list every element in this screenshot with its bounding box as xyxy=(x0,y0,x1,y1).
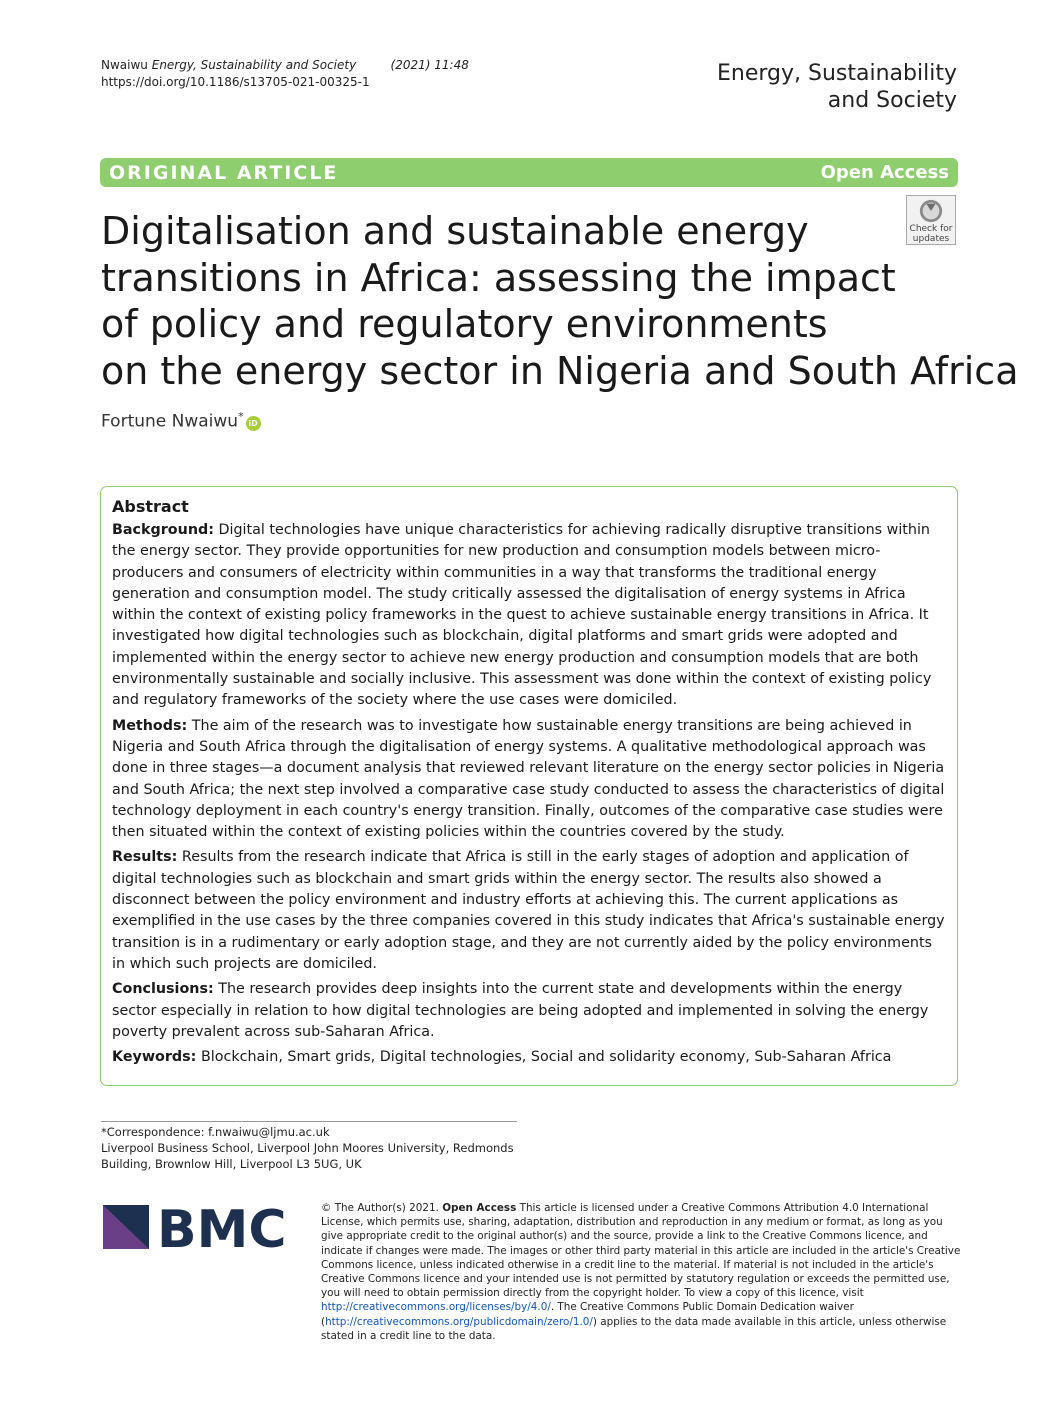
license-open-access: Open Access xyxy=(442,1202,517,1214)
title-line-4: on the energy sector in Nigeria and South Africa xyxy=(101,348,1019,393)
license-text-3: ) applies to the data made available in this article, unless otherwise stated in a credit line to the data. xyxy=(321,1315,947,1342)
title-line-3: of policy and regulatory environments xyxy=(101,302,828,346)
check-updates-line1: Check for xyxy=(909,224,953,234)
bmc-logo-graphic xyxy=(103,1203,295,1251)
article-title xyxy=(101,208,1019,394)
footnote-separator xyxy=(101,1121,517,1122)
background-text: Digital technologies have unique characteristics for achieving radically disruptive transitions within the energy sector. They provide opportunities for new production and consumption models between micro-producers and consumers of electricity within communities in a way that transforms the traditional energy generation and consumption model. The study critically assessed the digitalisation of energy systems in Africa within the context of existing policy frameworks in the quest to achieve sustainable energy transitions in Africa. It investigated how digital technologies such as blockchain, digital platforms and smart grids were adopted and implemented within the energy sector to achieve new energy production and consumption models that are both environmentally sustainable and socially inclusive. This assessment was done within the context of existing policy and regulatory frameworks of the society where the use cases were domiciled. xyxy=(112,522,932,709)
abstract-methods xyxy=(112,716,946,844)
correspondence-mark: * xyxy=(238,410,244,423)
methods-label: Methods: xyxy=(112,717,188,734)
bmc-logo-text: BMC xyxy=(157,1203,287,1251)
running-header-citation xyxy=(101,57,469,91)
affiliation-line1: Liverpool Business School, Liverpool John Moores University, Redmonds xyxy=(101,1141,514,1155)
journal-name xyxy=(717,60,957,114)
correspondence-email[interactable]: *Correspondence: f.nwaiwu@ljmu.ac.uk xyxy=(101,1125,330,1139)
results-label: Results: xyxy=(112,849,178,866)
header-journal: Energy, Sustainability and Society xyxy=(151,58,357,72)
abstract-results xyxy=(112,847,946,975)
title-line-1: Digitalisation and sustainable energy xyxy=(101,209,809,253)
license-statement xyxy=(321,1201,961,1343)
article-type-banner xyxy=(100,158,958,187)
header-author: Nwaiwu xyxy=(101,58,148,72)
license-text-1: This article is licensed under a Creative Commons Attribution 4.0 International License, which permits use, sharing, adaptation, distribution and reproduction in any medium or format, as long as you give appropriate credit to the original author(s) and the source, provide a link to the Creative Commons licence, and indicate if changes were made. The images or other third party material in this article are included in the article's Creative Commons licence, unless indicated otherwise in a credit line to the material. If material is not included in the article's Creative Commons licence and your intended use is not permitted by statutory regulation or exceeds the permitted use, you will need to obtain permission directly from the copyright holder. To view a copy of this licence, visit xyxy=(321,1202,961,1300)
journal-name-line2: and Society xyxy=(827,88,957,113)
results-text: Results from the research indicate that Africa is still in the early stages of adoption and application of digital technologies such as blockchain and smart grids within the energy sector. The results also showed a disconnect between the policy environment and industry efforts at achieving this. The current applications as exemplified in the use cases by the three companies covered in this study indicates that Africa's sustainable energy transition is in a rudimentary or early adoption stage, and they are not currently aided by the policy environments in which such projects are domiciled. xyxy=(112,849,945,972)
conclusions-label: Conclusions: xyxy=(112,981,214,998)
license-link-cc-by[interactable]: http://creativecommons.org/licenses/by/4.0/ xyxy=(321,1301,551,1314)
license-link-cc0[interactable]: http://creativecommons.org/publicdomain/zero/1.0/ xyxy=(325,1315,593,1328)
journal-name-line1: Energy, Sustainability xyxy=(717,61,957,86)
abstract-box xyxy=(100,486,958,1086)
abstract-heading: Abstract xyxy=(112,497,189,516)
abstract-background xyxy=(112,520,946,712)
license-copyright: © The Author(s) 2021. xyxy=(321,1202,439,1214)
check-updates-line2: updates xyxy=(912,234,950,244)
methods-text: The aim of the research was to investigate how sustainable energy transitions are being achieved in Nigeria and South Africa through the digitalisation of energy systems. A qualitative methodological approach was done in three stages—a document analysis that reviewed relevant literature on the energy sector policies in Nigeria and South Africa; the next step involved a comparative case study conducted to assess the characteristics of digital technology deployment in each country's energy transition. Finally, outcomes of the comparative case studies were then situated within the context of existing policies within the countries covered by the study. xyxy=(112,717,945,841)
conclusions-text: The research provides deep insights into the current state and developments within the energy sector especially in relation to how digital technologies are being adopted and implemented in solving the energy poverty prevalent across sub-Saharan Africa. xyxy=(112,981,929,1040)
abstract-conclusions xyxy=(112,979,946,1043)
bmc-logo xyxy=(103,1203,295,1251)
orcid-icon[interactable]: iD xyxy=(246,416,261,431)
open-access-label: Open Access xyxy=(820,162,949,183)
keywords-label: Keywords: xyxy=(112,1049,197,1066)
affiliation-line2: Building, Brownlow Hill, Liverpool L3 5UG, UK xyxy=(101,1157,362,1171)
header-volume: (2021) 11:48 xyxy=(390,58,469,72)
author-line xyxy=(101,410,261,432)
background-label: Background: xyxy=(112,522,214,538)
license-text-2: . The Creative Commons Public Domain Dedication waiver ( xyxy=(321,1301,854,1328)
article-type-label: ORIGINAL ARTICLE xyxy=(109,161,339,184)
title-line-2: transitions in Africa: assessing the impact xyxy=(101,255,896,300)
abstract-keywords xyxy=(112,1047,946,1068)
keywords-text: Blockchain, Smart grids, Digital technologies, Social and solidarity economy, Sub-Saharan Africa xyxy=(200,1049,892,1066)
author-name: Fortune Nwaiwu xyxy=(101,411,239,432)
header-doi[interactable]: https://doi.org/10.1186/s13705-021-00325-1 xyxy=(101,75,370,89)
correspondence-block xyxy=(101,1124,514,1172)
